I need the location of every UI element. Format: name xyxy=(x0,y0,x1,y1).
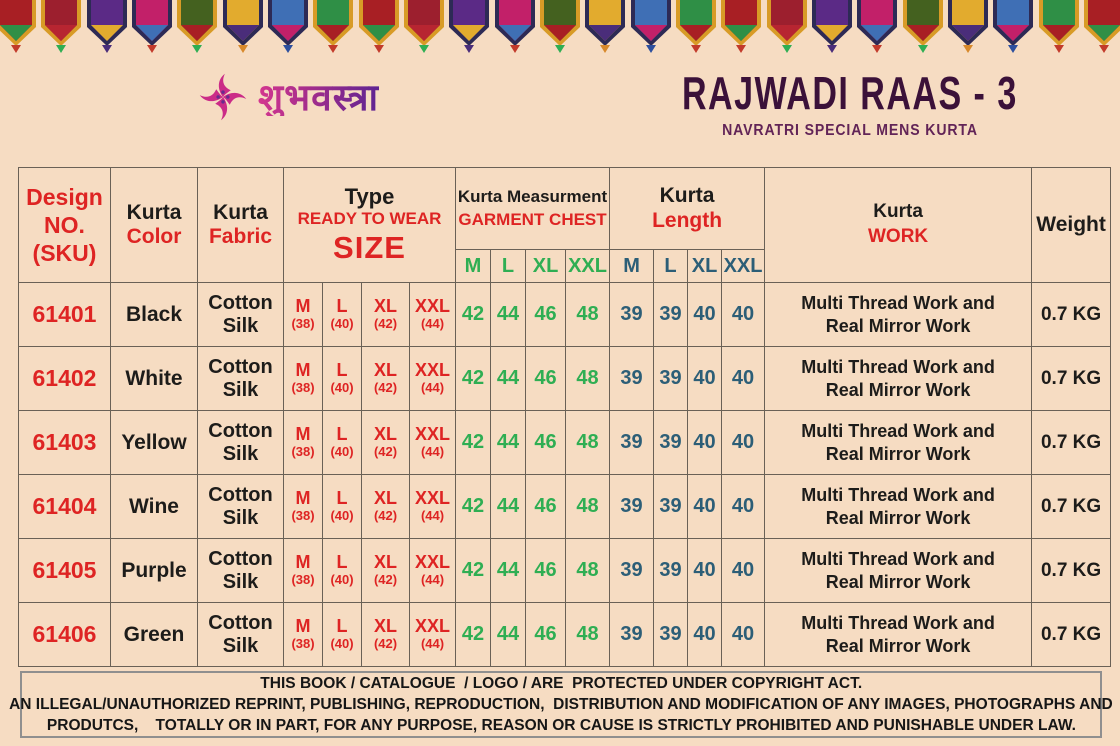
chest-measurement-cell: 42 xyxy=(456,539,491,603)
table-header xyxy=(19,168,1111,283)
pennant-icon xyxy=(810,0,854,54)
chest-measurement-cell: 48 xyxy=(566,347,610,411)
kurta-color-cell: Green xyxy=(111,603,198,667)
chest-size-col-m: M xyxy=(456,250,491,283)
work-cell: Multi Thread Work and Real Mirror Work xyxy=(765,411,1032,475)
weight-cell: 0.7 KG xyxy=(1032,411,1111,475)
kurta-fabric-cell: Cotton Silk xyxy=(198,475,284,539)
kurta-color-cell: White xyxy=(111,347,198,411)
size-cell: XL (42) xyxy=(362,411,410,475)
chest-size-col-xxl: XXL xyxy=(566,250,610,283)
weight-cell: 0.7 KG xyxy=(1032,283,1111,347)
size-cell: XXL (44) xyxy=(410,347,456,411)
pennant-icon xyxy=(946,0,990,54)
length-measurement-cell: 40 xyxy=(722,603,765,667)
size-cell: M (38) xyxy=(284,539,323,603)
table-row xyxy=(19,539,1111,603)
pennant-icon xyxy=(719,0,763,54)
sku-cell: 61402 xyxy=(19,347,111,411)
kurta-color-cell: Wine xyxy=(111,475,198,539)
pennant-icon xyxy=(765,0,809,54)
chest-measurement-cell: 44 xyxy=(491,603,526,667)
col-header-kurta-color: Kurta Color xyxy=(111,168,198,283)
size-cell: L (40) xyxy=(323,411,362,475)
size-cell: M (38) xyxy=(284,283,323,347)
chest-size-col-xl: XL xyxy=(526,250,566,283)
pennant-icon xyxy=(357,0,401,54)
pennant-icon xyxy=(0,0,38,54)
chest-measurement-cell: 42 xyxy=(456,411,491,475)
length-size-col-m: M xyxy=(610,250,654,283)
size-cell: XXL (44) xyxy=(410,411,456,475)
copyright-line-2: AN ILLEGAL/UNAUTHORIZED REPRINT, PUBLISHING, REPRODUCTION, DISTRIBUTION AND MODIFICATION OF ANY IMAGES, PHOTOGRAPHS AND xyxy=(9,696,1113,713)
work-cell: Multi Thread Work and Real Mirror Work xyxy=(765,347,1032,411)
weight-cell: 0.7 KG xyxy=(1032,347,1111,411)
pennant-icon xyxy=(175,0,219,54)
chest-measurement-cell: 46 xyxy=(526,347,566,411)
copyright-line-1: THIS BOOK / CATALOGUE / LOGO / ARE PROTECTED UNDER COPYRIGHT ACT. xyxy=(260,675,862,692)
chest-measurement-cell: 44 xyxy=(491,475,526,539)
length-measurement-cell: 39 xyxy=(654,475,688,539)
table-row xyxy=(19,283,1111,347)
size-cell: XL (42) xyxy=(362,539,410,603)
chest-measurement-cell: 48 xyxy=(566,539,610,603)
toran-border xyxy=(0,0,1120,56)
col-header-weight: Weight xyxy=(1032,168,1111,283)
size-cell: XXL (44) xyxy=(410,603,456,667)
chest-measurement-cell: 44 xyxy=(491,539,526,603)
col-header-type-size: Type READY TO WEAR SIZE xyxy=(284,168,456,283)
size-cell: L (40) xyxy=(323,347,362,411)
pennant-icon xyxy=(583,0,627,54)
size-cell: M (38) xyxy=(284,603,323,667)
size-cell: XL (42) xyxy=(362,347,410,411)
brand-name: शुभवस्त्रा xyxy=(258,76,380,118)
pennant-icon xyxy=(402,0,446,54)
logo-swirl-icon xyxy=(192,66,254,128)
size-cell: L (40) xyxy=(323,283,362,347)
pennant-icon xyxy=(991,0,1035,54)
work-cell: Multi Thread Work and Real Mirror Work xyxy=(765,283,1032,347)
size-cell: XL (42) xyxy=(362,475,410,539)
title-block xyxy=(620,67,1080,140)
table-row xyxy=(19,475,1111,539)
pennant-icon xyxy=(311,0,355,54)
length-measurement-cell: 39 xyxy=(610,539,654,603)
chest-measurement-cell: 48 xyxy=(566,475,610,539)
size-cell: M (38) xyxy=(284,347,323,411)
table-row xyxy=(19,603,1111,667)
length-measurement-cell: 40 xyxy=(688,603,722,667)
chest-measurement-cell: 48 xyxy=(566,603,610,667)
table-body xyxy=(19,283,1111,667)
length-measurement-cell: 39 xyxy=(610,603,654,667)
kurta-color-cell: Yellow xyxy=(111,411,198,475)
size-cell: L (40) xyxy=(323,603,362,667)
length-measurement-cell: 40 xyxy=(722,347,765,411)
length-measurement-cell: 39 xyxy=(610,347,654,411)
sku-cell: 61403 xyxy=(19,411,111,475)
sku-cell: 61406 xyxy=(19,603,111,667)
kurta-color-cell: Purple xyxy=(111,539,198,603)
catalogue-table xyxy=(18,167,1111,667)
chest-measurement-cell: 48 xyxy=(566,283,610,347)
length-measurement-cell: 39 xyxy=(654,283,688,347)
chest-measurement-cell: 46 xyxy=(526,539,566,603)
weight-cell: 0.7 KG xyxy=(1032,603,1111,667)
work-cell: Multi Thread Work and Real Mirror Work xyxy=(765,539,1032,603)
chest-measurement-cell: 44 xyxy=(491,411,526,475)
length-measurement-cell: 40 xyxy=(688,283,722,347)
table-row xyxy=(19,411,1111,475)
brand-logo xyxy=(192,66,379,128)
chest-measurement-cell: 44 xyxy=(491,347,526,411)
length-measurement-cell: 40 xyxy=(722,283,765,347)
chest-measurement-cell: 46 xyxy=(526,411,566,475)
chest-measurement-cell: 48 xyxy=(566,411,610,475)
copyright-box xyxy=(9,671,1113,738)
col-header-kurta-length: Kurta Length xyxy=(610,168,765,250)
col-header-kurta-work: Kurta WORK xyxy=(765,168,1032,283)
weight-cell: 0.7 KG xyxy=(1032,475,1111,539)
size-cell: L (40) xyxy=(323,539,362,603)
length-measurement-cell: 40 xyxy=(688,475,722,539)
length-size-col-xl: XL xyxy=(688,250,722,283)
pennant-icon xyxy=(674,0,718,54)
length-measurement-cell: 39 xyxy=(654,347,688,411)
size-cell: XL (42) xyxy=(362,283,410,347)
size-cell: M (38) xyxy=(284,411,323,475)
size-cell: XXL (44) xyxy=(410,539,456,603)
kurta-fabric-cell: Cotton Silk xyxy=(198,283,284,347)
kurta-fabric-cell: Cotton Silk xyxy=(198,411,284,475)
pennant-icon xyxy=(629,0,673,54)
work-cell: Multi Thread Work and Real Mirror Work xyxy=(765,475,1032,539)
pennant-icon xyxy=(855,0,899,54)
size-cell: M (38) xyxy=(284,475,323,539)
length-measurement-cell: 40 xyxy=(688,347,722,411)
col-header-kurta-fabric: Kurta Fabric xyxy=(198,168,284,283)
size-cell: XXL (44) xyxy=(410,283,456,347)
chest-measurement-cell: 42 xyxy=(456,347,491,411)
length-measurement-cell: 39 xyxy=(610,475,654,539)
weight-cell: 0.7 KG xyxy=(1032,539,1111,603)
chest-measurement-cell: 44 xyxy=(491,283,526,347)
pennant-icon xyxy=(1037,0,1081,54)
col-header-kurta-measurement: Kurta Measurment GARMENT CHEST xyxy=(456,168,610,250)
sku-cell: 61404 xyxy=(19,475,111,539)
table-row xyxy=(19,347,1111,411)
page-title: RAJWADI RAAS - 3 xyxy=(682,67,1018,119)
pennant-icon xyxy=(266,0,310,54)
size-cell: L (40) xyxy=(323,475,362,539)
pennant-icon xyxy=(1082,0,1120,54)
chest-measurement-cell: 42 xyxy=(456,283,491,347)
sku-cell: 61401 xyxy=(19,283,111,347)
size-cell: XL (42) xyxy=(362,603,410,667)
length-size-col-l: L xyxy=(654,250,688,283)
pennant-icon xyxy=(130,0,174,54)
length-measurement-cell: 40 xyxy=(688,411,722,475)
copyright-line-3: PRODUTCS, TOTALLY OR IN PART, FOR ANY PURPOSE, REASON OR CAUSE IS STRICTLY PROHIBITED AND PUNISHABLE UNDER LAW. xyxy=(46,717,1076,734)
size-cell: XXL (44) xyxy=(410,475,456,539)
length-measurement-cell: 40 xyxy=(722,539,765,603)
pennant-icon xyxy=(493,0,537,54)
length-measurement-cell: 40 xyxy=(722,411,765,475)
chest-measurement-cell: 46 xyxy=(526,283,566,347)
length-measurement-cell: 39 xyxy=(610,411,654,475)
kurta-fabric-cell: Cotton Silk xyxy=(198,603,284,667)
length-measurement-cell: 39 xyxy=(654,603,688,667)
length-size-col-xxl: XXL xyxy=(722,250,765,283)
chest-measurement-cell: 42 xyxy=(456,475,491,539)
page-subtitle: NAVRATRI SPECIAL MENS KURTA xyxy=(722,122,978,139)
pennant-icon xyxy=(538,0,582,54)
pennant-icon xyxy=(447,0,491,54)
pennant-icon xyxy=(39,0,83,54)
kurta-fabric-cell: Cotton Silk xyxy=(198,347,284,411)
kurta-color-cell: Black xyxy=(111,283,198,347)
kurta-fabric-cell: Cotton Silk xyxy=(198,539,284,603)
chest-measurement-cell: 42 xyxy=(456,603,491,667)
col-header-design-sku: Design NO. (SKU) xyxy=(19,168,111,283)
chest-size-col-l: L xyxy=(491,250,526,283)
sku-cell: 61405 xyxy=(19,539,111,603)
length-measurement-cell: 40 xyxy=(688,539,722,603)
length-measurement-cell: 39 xyxy=(654,539,688,603)
chest-measurement-cell: 46 xyxy=(526,603,566,667)
chest-measurement-cell: 46 xyxy=(526,475,566,539)
pennant-icon xyxy=(221,0,265,54)
length-measurement-cell: 39 xyxy=(610,283,654,347)
length-measurement-cell: 40 xyxy=(722,475,765,539)
pennant-icon xyxy=(901,0,945,54)
length-measurement-cell: 39 xyxy=(654,411,688,475)
work-cell: Multi Thread Work and Real Mirror Work xyxy=(765,603,1032,667)
pennant-icon xyxy=(85,0,129,54)
